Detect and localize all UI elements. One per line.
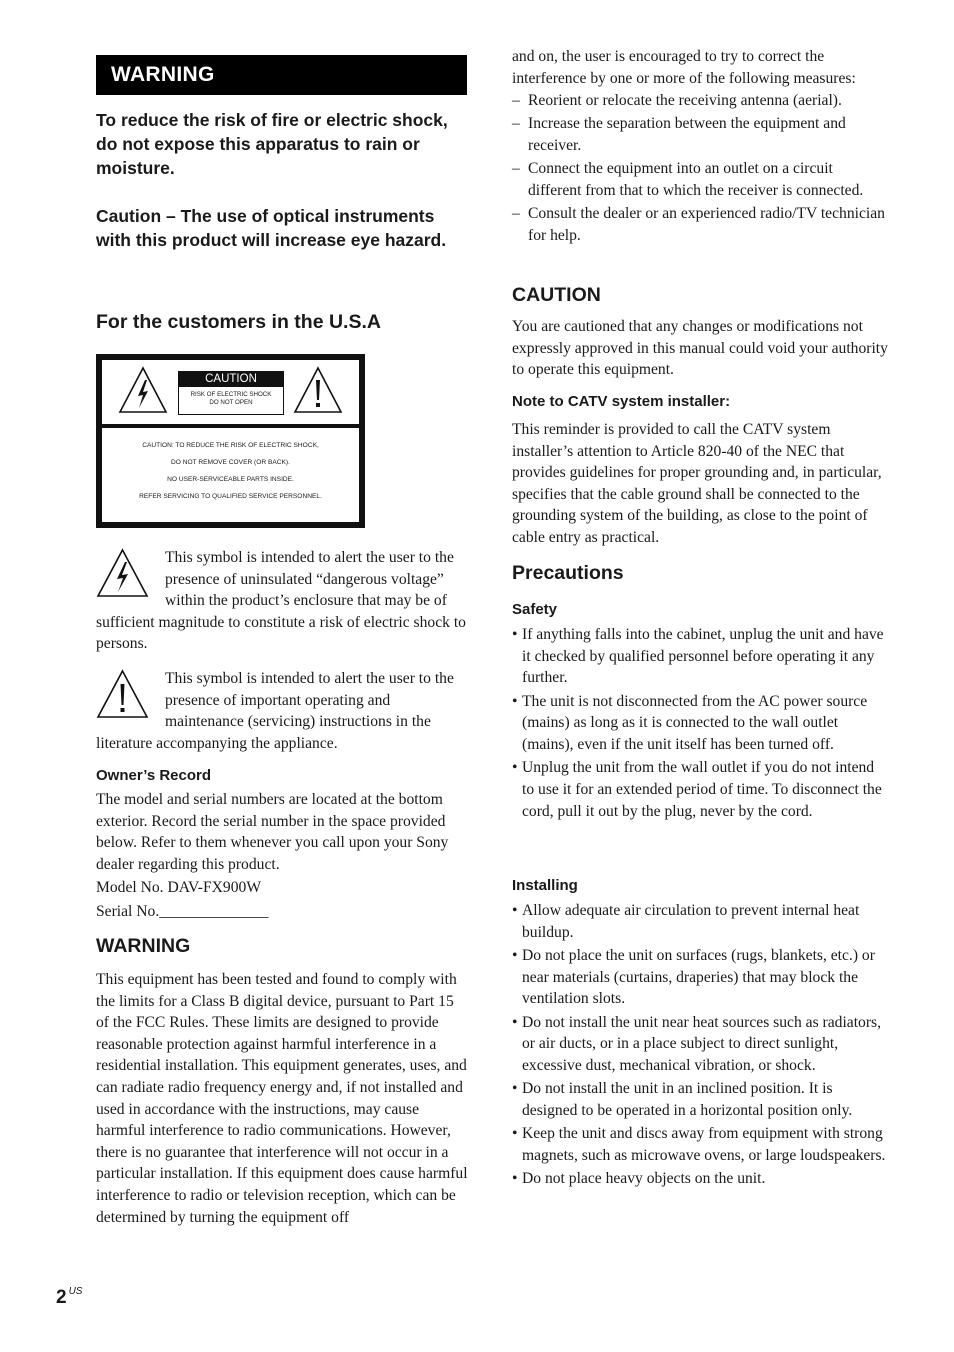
lightning-triangle-icon: [96, 547, 149, 599]
fcc-block: [96, 969, 468, 1228]
list-item: – Consult the dealer or an experienced radio/TV technician for help.: [512, 205, 885, 244]
measures-list: [512, 90, 888, 248]
symbol2-text: This symbol is intended to alert the user to the presence of important operating and maintenance (servicing) instructions in the literature accompanying the appliance.: [96, 670, 454, 752]
warning-banner: WARNING: [96, 55, 467, 95]
symbol1-block: [96, 547, 468, 655]
model-number: Model No. DAV-FX900W: [96, 879, 262, 897]
owners-record-heading: Owner’s Record: [96, 767, 212, 784]
list-item: – Increase the separation between the equipment and receiver.: [512, 115, 846, 154]
caution-heading: CAUTION: [512, 284, 601, 306]
list-item: – Reorient or relocate the receiving antenna (aerial).: [512, 92, 842, 109]
warning2-heading: WARNING: [96, 935, 191, 957]
fcc-text: This equipment has been tested and found to comply with the limits for a Class B digital device, pursuant to Part 15 of the FCC Rules. These limits are designed to provide reasonable protection against harmful interference in a residential installation. This equipment generates, uses, and can radiate radio frequency energy and, if not installed and used in accordance with the instructions, may cause harmful interference to radio communications. However, there is no guarantee that interference will not occur in a particular installation. If this equipment does cause harmful interference to radio or television reception, which can be determined by turning the equipment off: [96, 971, 468, 1226]
usa-heading: For the customers in the U.S.A: [96, 311, 381, 333]
list-item: • If anything falls into the cabinet, unplug the unit and have it checked by qualified personnel before operating it any further.: [512, 626, 884, 687]
list-item: – Connect the equipment into an outlet on a circuit different from that to which the receiver is connected.: [512, 160, 864, 199]
symbol2-block: [96, 668, 468, 754]
label-text-area: CAUTION: TO REDUCE THE RISK OF ELECTRIC SHOCK, DO NOT REMOVE COVER (OR BACK). NO USER-SERVICEABLE PARTS INSIDE. REFER SERVICING TO QUALIFIED SERVICE PERSONNEL.: [102, 428, 359, 522]
precautions-heading: Precautions: [512, 562, 624, 584]
optical-caution: Caution – The use of optical instruments with this product will increase eye hazard.: [96, 206, 447, 250]
catv-text: This reminder is provided to call the CATV system installer’s attention to Article 820-40 of the NEC that provides guidelines for proper grounding and, in particular, specifies that the cable ground shall be connected to the grounding system of the building, as close to the point of cable entry as practical.: [512, 421, 882, 546]
fire-shock-warning: To reduce the risk of fire or electric shock, do not expose this apparatus to rain or moisture.: [96, 110, 448, 178]
list-item: • Do not place the unit on surfaces (rugs, blankets, etc.) or near materials (curtains, draperies) that may block the ventilation slots.: [512, 947, 875, 1008]
lightning-triangle-icon: [118, 366, 168, 414]
list-item: • Do not place heavy objects on the unit.: [512, 1170, 766, 1188]
safety-list: [512, 624, 888, 824]
list-item: • The unit is not disconnected from the AC power source (mains) as long as it is connected to the wall outlet (mains), even if the unit itself has been turned off.: [512, 692, 868, 754]
region-suffix: US: [68, 1286, 83, 1297]
caution-block: [512, 316, 888, 381]
caution-label: [96, 354, 365, 528]
serial-number: Serial No.______________: [96, 902, 269, 920]
page-number: 2 $^{US}$: [56, 1286, 83, 1308]
installing-heading: Installing: [512, 877, 578, 894]
catv-block: [512, 419, 888, 549]
owners-record-text: The model and serial numbers are located at the bottom exterior. Record the serial number in the space provided below. Refer to them whenever you call upon your Sony dealer regarding this product.: [96, 791, 449, 873]
symbol1-text: This symbol is intended to alert the user to the presence of uninsulated “dangerous voltage” within the product’s enclosure that may be of sufficient magnitude to constitute a risk of electric shock to persons.: [96, 549, 466, 653]
exclamation-triangle-icon: [293, 366, 343, 414]
owners-record-block: [96, 789, 468, 923]
continued-block: [512, 46, 888, 89]
list-item: • Allow adequate air circulation to prevent internal heat buildup.: [512, 902, 860, 941]
caution-plate: CAUTION RISK OF ELECTRIC SHOCK DO NOT OPEN: [178, 371, 284, 415]
installing-list: [512, 900, 888, 1192]
continued-text: and on, the user is encouraged to try to correct the interference by one or more of the following measures:: [512, 48, 856, 87]
exclamation-triangle-icon: [96, 668, 149, 720]
list-item: • Keep the unit and discs away from equipment with strong magnets, such as microwave ovens, or large loudspeakers.: [512, 1125, 886, 1165]
list-item: • Unplug the unit from the wall outlet if you do not intend to use it for an extended period of time. To disconnect the cord, pull it out by the plug, never by the cord.: [512, 759, 882, 820]
list-item: • Do not install the unit near heat sources such as radiators, or air ducts, or in a place subject to direct sunlight, excessive dust, mechanical vibration, or shock.: [512, 1013, 881, 1075]
safety-heading: Safety: [512, 601, 558, 618]
catv-heading: Note to CATV system installer:: [512, 393, 731, 410]
list-item: • Do not install the unit in an inclined position. It is designed to be operated in a horizontal position only.: [512, 1080, 853, 1120]
caution-text: You are cautioned that any changes or modifications not expressly approved in this manual could void your authority to operate this equipment.: [512, 318, 888, 379]
